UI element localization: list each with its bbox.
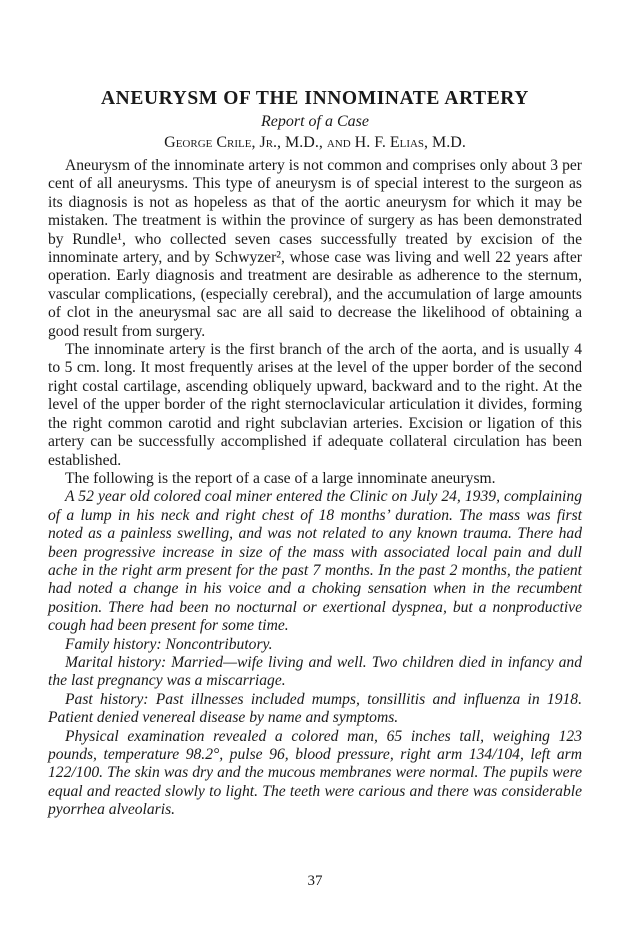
family-history: Family history: Noncontributory. xyxy=(65,635,273,653)
marital-history: Marital history: Married—wife living and well. Two children died in infancy and the last pregnancy was a miscarriage. xyxy=(48,653,582,690)
article-body xyxy=(48,157,582,820)
article-authors: George Crile, Jr., M.D., and H. F. Elias, M.D. xyxy=(164,134,466,151)
paragraph-case-intro: The following is the report of a case of a large innominate aneurysm. xyxy=(65,469,496,487)
case-presentation: A 52 year old colored coal miner entered the Clinic on July 24, 1939, complaining of a lump in his neck and right chest of 18 months’ duration. The mass was first noted as a painless swelling, and was not related to any known trauma. There had been progressive increase in size of the mass with associated local pain and dull ache in the right arm present for the past 7 months. In the past 2 months, the patient had noted a change in his voice and a choking sensation when in the recumbent position. There had been no nocturnal or exertional dyspnea, but a nonproductive cough had been present for some time. xyxy=(48,488,582,635)
physical-examination: Physical examination revealed a colored man, 65 inches tall, weighing 123 pounds, temperature 98.2°, pulse 96, blood pressure, right arm 134/104, left arm 122/100. The skin was dry and the mucous membranes were normal. The pupils were equal and reacted slowly to light. The teeth were carious and there was considerable pyorrhea alveolaris. xyxy=(48,727,582,819)
paragraph-introduction: Aneurysm of the innominate artery is not common and comprises only about 3 per cent of all aneurysms. This type of aneurysm is of special interest to the surgeon as its diagnosis is not as hopeless as that of the aortic aneurysm for which it may be mistaken. The treatment is within the province of surgery as has been demonstrated by Rundle¹, who collected seven cases successfully treated by excision of the innominate artery, and by Schwyzer², whose case was living and well 22 years after operation. Early diagnosis and treatment are desirable as adherence to the sternum, vascular complications, (especially cerebral), and the accumulation of large amounts of clot in the aneurysmal sac are all said to decrease the likelihood of obtaining a good result from surgery. xyxy=(48,157,582,340)
article-subtitle: Report of a Case xyxy=(261,113,369,130)
article-title: ANEURYSM OF THE INNOMINATE ARTERY xyxy=(100,88,529,109)
page-number: 37 xyxy=(307,873,323,889)
past-history: Past history: Past illnesses included mumps, tonsillitis and influenza in 1918. Patient denied venereal disease by name and symptoms. xyxy=(48,690,582,727)
paragraph-anatomy: The innominate artery is the first branch of the arch of the aorta, and is usually 4 to 5 cm. long. It most frequently arises at the level of the upper border of the second right costal cartilage, ascending obliquely upward, backward and to the right. At the level of the upper border of the right sternoclavicular articulation it divides, forming the right common carotid and right subclavian arteries. Excision or ligation of this artery can be successfully accomplished if adequate collateral circulation has been established. xyxy=(48,341,582,469)
